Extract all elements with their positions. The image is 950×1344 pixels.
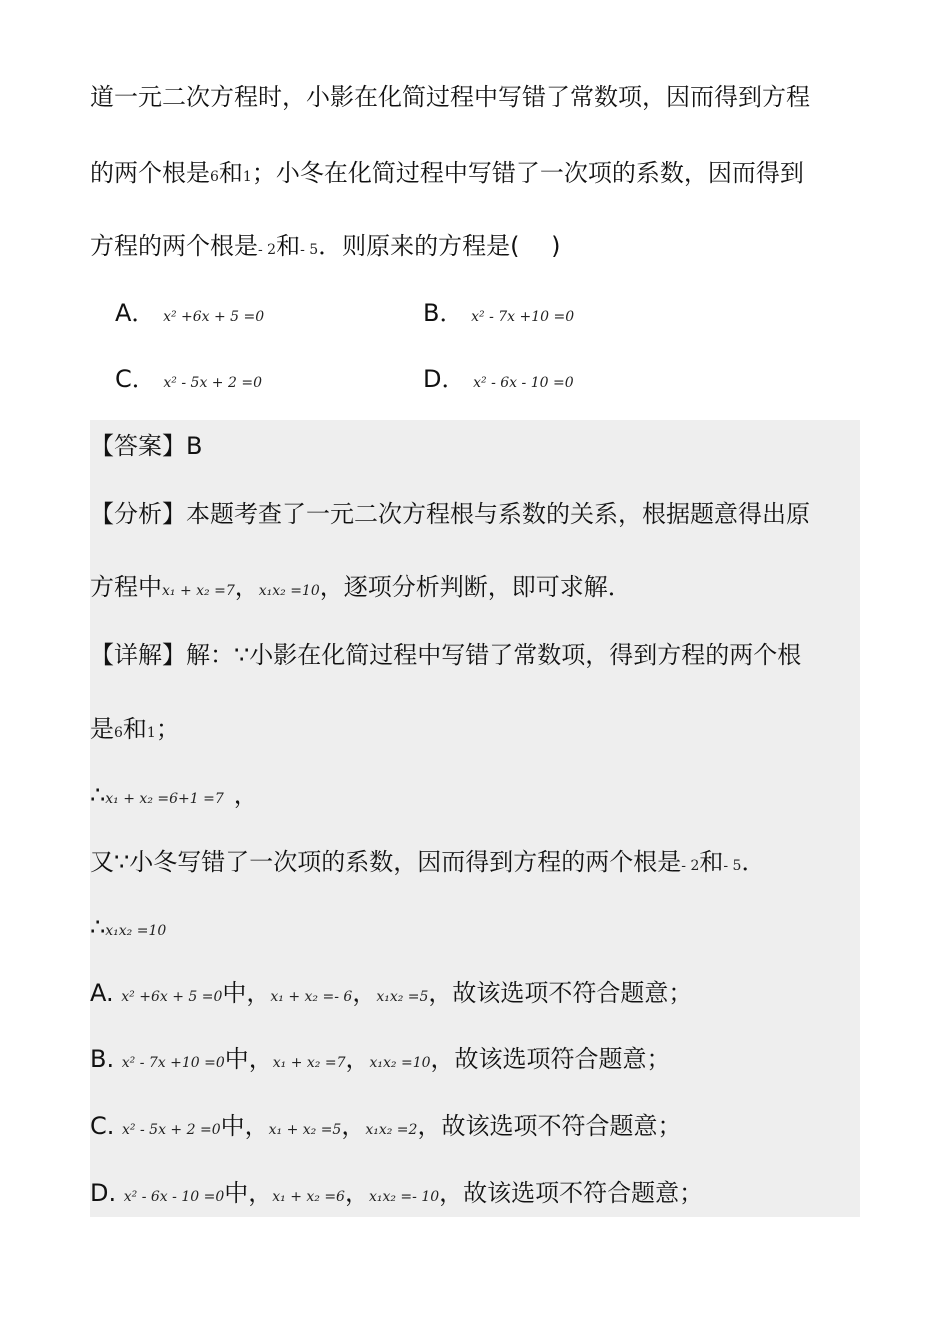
detail-line-3 — [90, 778, 258, 816]
option-equation: x² - 6x - 10 =0 — [473, 375, 574, 391]
connector: 中， — [224, 1179, 273, 1207]
connector: 中， — [220, 1112, 269, 1140]
product-equation: x₁x₂ =10 — [258, 583, 320, 599]
detail-text: 【详解】解：∵小影在化简过程中写错了常数项，得到方程的两个根 — [90, 641, 802, 669]
product-equation: x₁x₂ =- 10 — [368, 1189, 440, 1205]
connector: 中， — [224, 1045, 273, 1073]
option-b — [423, 296, 574, 334]
sum-equation: x₁ + x₂ =7 — [162, 583, 235, 599]
detail-line-4 — [90, 845, 765, 883]
product-equation: x₁x₂ =10 — [369, 1055, 431, 1071]
question-line-2 — [90, 156, 804, 194]
option-a — [115, 296, 264, 334]
analysis-option-a — [90, 976, 692, 1014]
root-value: - 2 — [258, 242, 277, 258]
question-text: ．则原来的方程是( ) — [318, 232, 561, 260]
detail-line-5 — [90, 910, 166, 948]
root-value: 6 — [114, 725, 123, 741]
sum-calculation: x₁ + x₂ =6+1 =7 — [105, 791, 224, 807]
root-value: - 5 — [300, 242, 319, 258]
question-text: 的两个根是 — [90, 159, 210, 187]
verdict-text: ，故该选项不符合题意； — [439, 1179, 704, 1207]
detail-line-1 — [90, 638, 801, 672]
separator: ， — [234, 573, 259, 601]
option-equation: x² - 6x - 10 =0 — [123, 1189, 225, 1205]
analysis-option-b — [90, 1042, 671, 1080]
connector: 中， — [222, 979, 271, 1007]
therefore-symbol: ∴ — [90, 913, 106, 941]
answer-text: 【答案】B — [90, 432, 203, 460]
option-label: D． — [423, 365, 466, 393]
question-line-3 — [90, 229, 561, 267]
sum-equation: x₁ + x₂ =- 6 — [270, 989, 353, 1005]
analysis-line-1 — [90, 497, 810, 531]
analysis-text: 方程中 — [90, 573, 162, 601]
sum-equation: x₁ + x₂ =5 — [268, 1122, 342, 1138]
analysis-option-c — [90, 1109, 681, 1147]
option-label: D. — [90, 1179, 117, 1207]
option-label: B. — [90, 1045, 115, 1073]
detail-text: 是 — [90, 715, 114, 743]
conjunction: 和 — [276, 232, 301, 260]
verdict-text: ，故该选项不符合题意； — [417, 1112, 682, 1140]
option-equation: x² - 7x +10 =0 — [121, 1055, 225, 1071]
sum-equation: x₁ + x₂ =7 — [272, 1055, 346, 1071]
conjunction: 和 — [699, 848, 724, 876]
separator: ， — [341, 1112, 366, 1140]
detail-text: 又∵小冬写错了一次项的系数，因而得到方程的两个根是 — [90, 848, 682, 876]
root-value: - 5 — [723, 858, 742, 874]
analysis-text: 【分析】本题考查了一元二次方程根与系数的关系，根据题意得出原 — [90, 500, 810, 528]
product-equation: x₁x₂ =2 — [365, 1122, 418, 1138]
analysis-line-2 — [90, 570, 632, 608]
option-equation: x² - 5x + 2 =0 — [163, 375, 262, 391]
separator: ， — [352, 979, 377, 1007]
question-text: 方程的两个根是 — [90, 232, 258, 260]
separator: ， — [344, 1179, 369, 1207]
option-equation: x² - 5x + 2 =0 — [122, 1122, 221, 1138]
option-label: B． — [423, 299, 464, 327]
product-equation: x₁x₂ =5 — [376, 989, 429, 1005]
question-text: 道一元二次方程时，小影在化简过程中写错了常数项，因而得到方程 — [90, 83, 810, 111]
analysis-option-d — [90, 1176, 703, 1214]
detail-line-2 — [90, 712, 180, 750]
option-d — [423, 362, 574, 400]
verdict-text: ，故该选项符合题意； — [430, 1045, 671, 1073]
option-label: A. — [90, 979, 114, 1007]
verdict-text: ，故该选项不符合题意； — [428, 979, 693, 1007]
option-equation: x² +6x + 5 =0 — [121, 989, 223, 1005]
detail-text: ； — [155, 715, 180, 743]
answer-line — [90, 429, 202, 463]
detail-text: ． — [741, 848, 766, 876]
option-equation: x² +6x + 5 =0 — [163, 309, 265, 325]
root-value: 1 — [242, 169, 252, 185]
root-value: 6 — [210, 169, 219, 185]
therefore-symbol: ∴ — [90, 781, 106, 809]
question-text: ；小冬在化简过程中写错了一次项的系数，因而得到 — [251, 159, 804, 187]
option-label: C. — [90, 1112, 115, 1140]
conjunction: 和 — [122, 715, 147, 743]
product-equation: x₁x₂ =10 — [105, 923, 167, 939]
option-label: C． — [115, 365, 156, 393]
option-label: A． — [115, 299, 156, 327]
analysis-text: ，逐项分析判断，即可求解． — [319, 573, 632, 601]
option-equation: x² - 7x +10 =0 — [471, 309, 575, 325]
root-value: 1 — [146, 725, 156, 741]
option-c — [115, 362, 262, 400]
separator: ， — [233, 781, 258, 809]
sum-equation: x₁ + x₂ =6 — [272, 1189, 345, 1205]
answer-section — [90, 420, 860, 1217]
separator: ， — [345, 1045, 370, 1073]
conjunction: 和 — [218, 159, 243, 187]
question-line-1 — [90, 80, 810, 114]
root-value: - 2 — [681, 858, 700, 874]
